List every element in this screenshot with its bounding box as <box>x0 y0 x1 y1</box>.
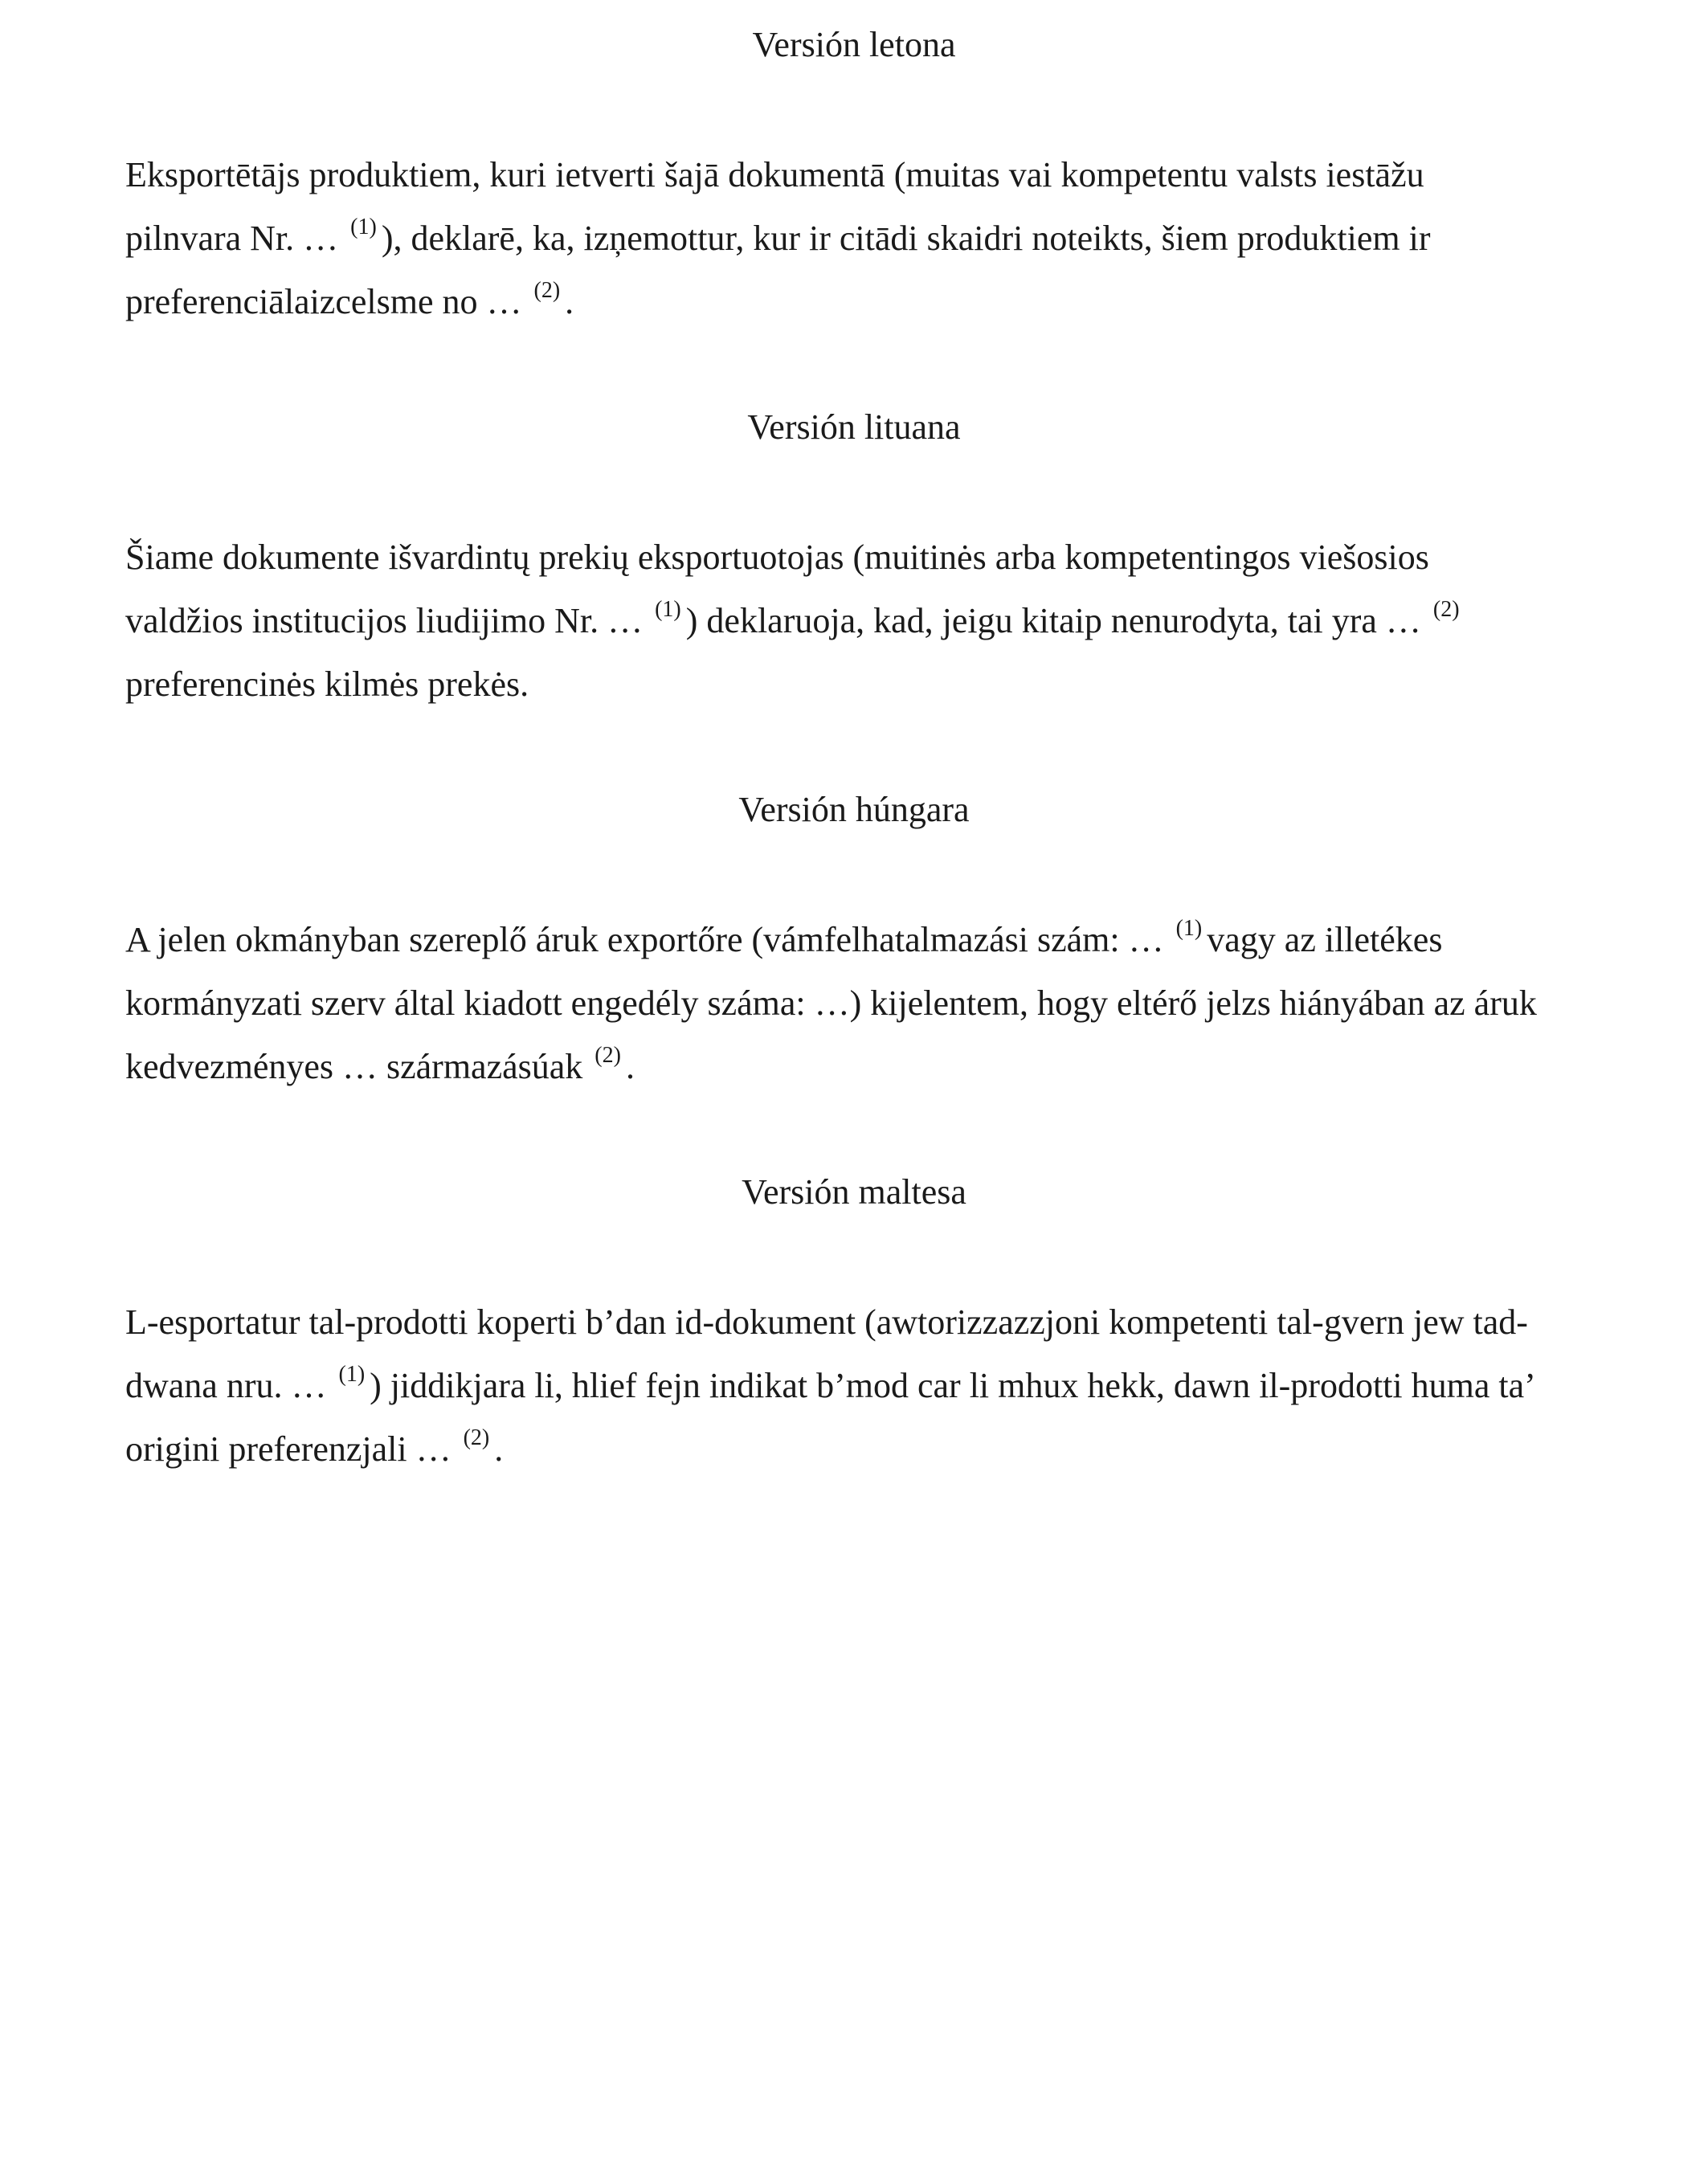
section-text-latvian <box>125 143 1604 333</box>
footnote-ref: (1) <box>350 215 377 239</box>
footnote-ref: (2) <box>463 1425 490 1450</box>
text-line: A jelen okmányban szereplő áruk exportőre (vámfelhatalmazási szám: … $^{(1)}$ vagy az illetékes <box>125 916 1443 959</box>
text-line: preferencinės kilmės prekės. <box>125 664 529 704</box>
section-text-hungarian <box>125 908 1604 1098</box>
section-heading-maltese: Versión maltesa <box>742 1172 966 1212</box>
footnote-ref: (2) <box>533 278 561 303</box>
text-line: kormányzati szerv által kiadott engedély száma: …) kijelentem, hogy eltérő jelzs hiányában az áruk <box>125 983 1537 1023</box>
section-text-maltese <box>125 1290 1604 1481</box>
text-line: kedvezményes … származásúak $^{(2)}$ . <box>125 1043 635 1086</box>
footnote-ref: (1) <box>655 597 681 622</box>
footnote-ref: (2) <box>595 1043 621 1068</box>
section-heading-latvian: Versión letona <box>752 25 956 64</box>
text-line: L-esportatur tal-prodotti koperti b’dan id-dokument (awtorizzazzjoni kompetenti tal-gvern jew tad- <box>125 1302 1528 1342</box>
section-text-lithuanian <box>125 525 1604 716</box>
text-line: pilnvara Nr. … $^{(1)}$ ), deklarē, ka, izņemottur, kur ir citādi skaidri noteikts, šiem produktiem ir <box>125 215 1431 258</box>
text-line: origini preferenzjali … $^{(2)}$ . <box>125 1425 504 1469</box>
footnote-ref: (1) <box>338 1362 366 1387</box>
text-line: valdžios institucijos liudijimo Nr. … $^{(1)}$ ) deklaruoja, kad, jeigu kitaip nenurodyta, tai yra … $^{(2)}$ <box>125 589 1604 652</box>
text-line: preferenciālaizcelsme no … $^{(2)}$ . <box>125 278 574 321</box>
section-heading-lithuanian: Versión lituana <box>747 407 961 447</box>
footnote-ref: (2) <box>1432 597 1460 622</box>
text-line: dwana nru. … $^{(1)}$ ) jiddikjara li, hlief fejn indikat b’mod car li mhux hekk, dawn il-prodotti huma ta’ <box>125 1362 1536 1405</box>
section-heading-hungarian: Versión húngara <box>738 790 970 829</box>
text-line: Eksportētājs produktiem, kuri ietverti šajā dokumentā (muitas vai kompetentu valsts iestāžu <box>125 155 1424 194</box>
footnote-ref: (1) <box>1175 916 1203 941</box>
text-line: Šiame dokumente išvardintų prekių eksportuotojas (muitinės arba kompetentingos viešosios <box>125 538 1429 577</box>
